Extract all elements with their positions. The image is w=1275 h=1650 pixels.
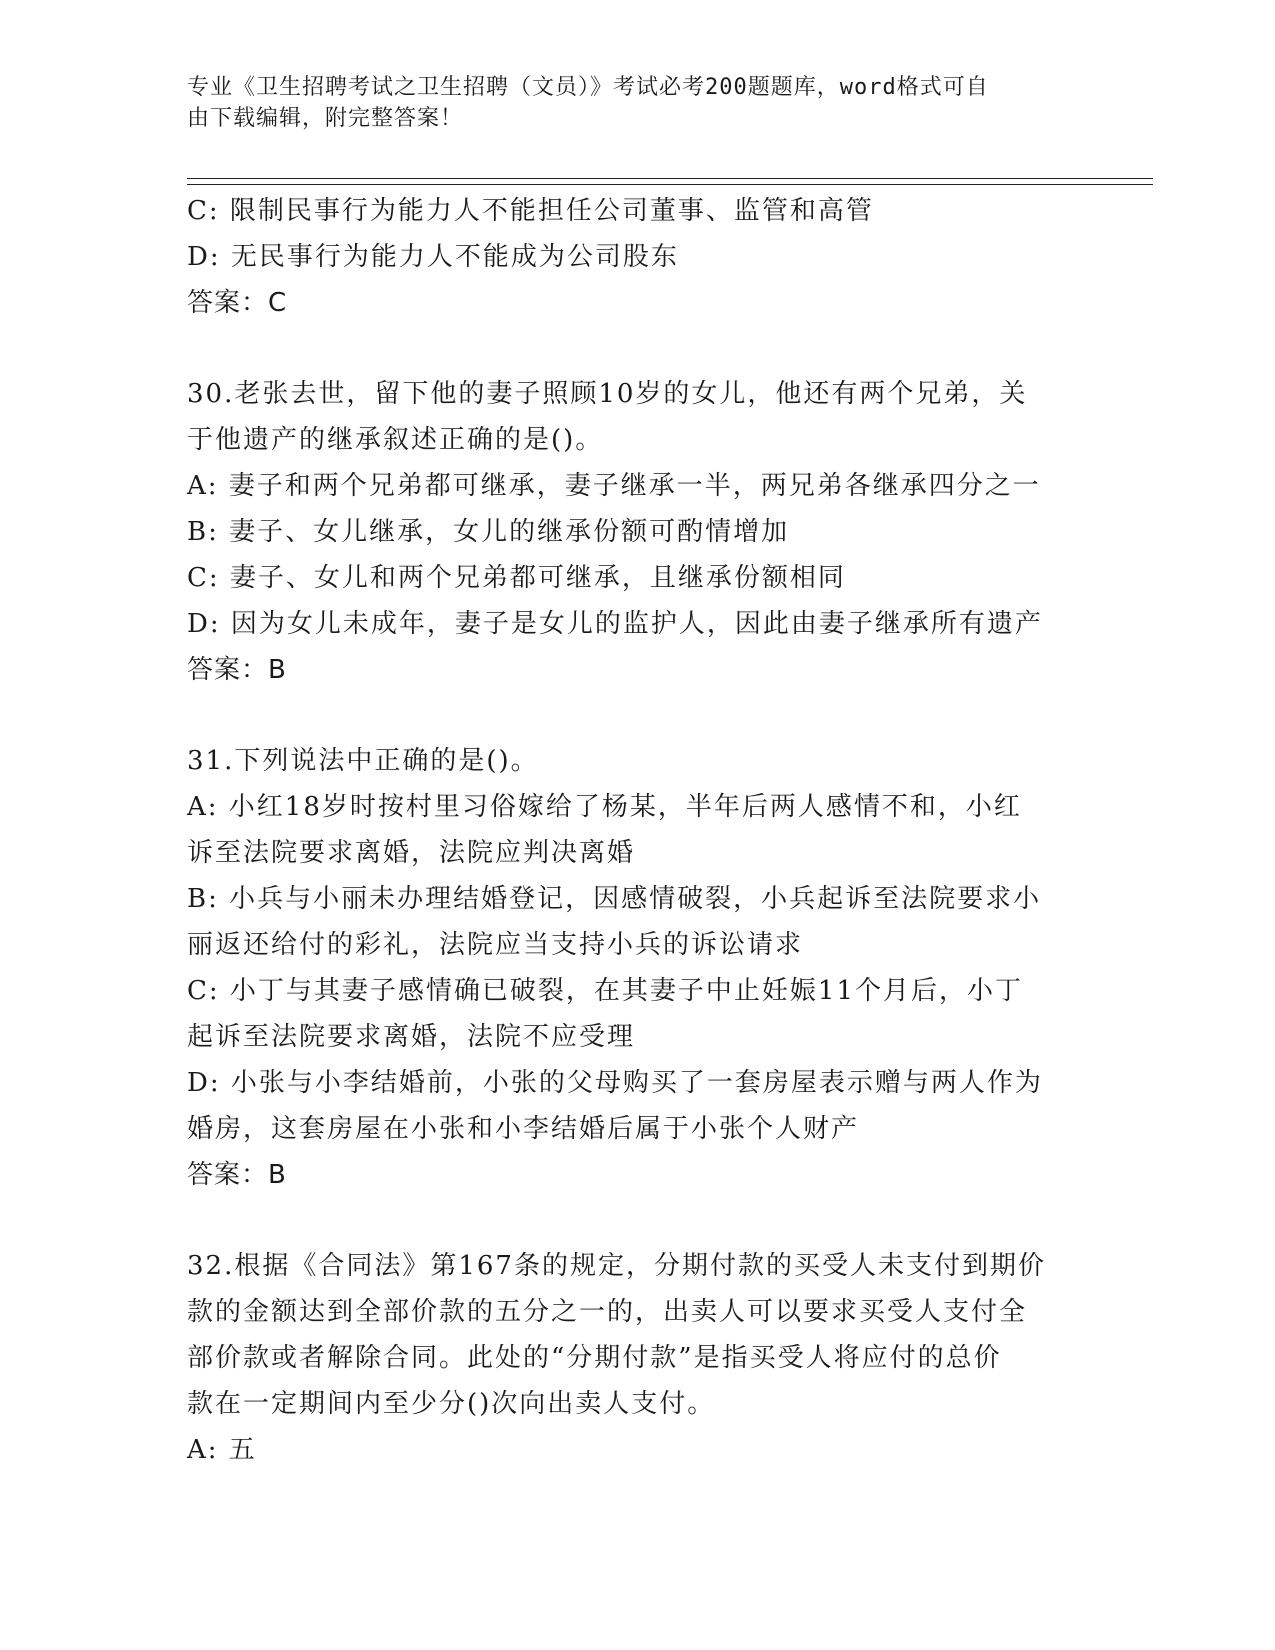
question-stem: 32.根据《合同法》第167条的规定，分期付款的买受人未支付到期价 [187, 1251, 1046, 1281]
option-b-continued: 丽返还给付的彩礼，法院应当支持小兵的诉讼请求 [187, 930, 804, 960]
header-rule-top [187, 178, 1153, 179]
question-block-32 [187, 1243, 1087, 1473]
header-line-2: 由下载编辑，附完整答案！ [187, 106, 464, 131]
header-rule-bottom [187, 184, 1153, 185]
question-block-30 [187, 371, 1087, 693]
spacer [187, 1198, 1087, 1243]
option-d: D: 因为女儿未成年，妻子是女儿的监护人，因此由妻子继承所有遗产 [187, 609, 1043, 639]
question-stem: 于他遗产的继承叙述正确的是()。 [187, 425, 604, 455]
spacer [187, 326, 1087, 371]
option-a: A: 五 [187, 1435, 257, 1465]
option-c: C: 妻子、女儿和两个兄弟都可继承，且继承份额相同 [187, 563, 846, 593]
question-list [187, 188, 1087, 1473]
option-b: B: 妻子、女儿继承，女儿的继承份额可酌情增加 [187, 517, 790, 547]
question-block-31 [187, 738, 1087, 1198]
spacer [187, 693, 1087, 738]
option-b: B: 小兵与小丽未办理结婚登记，因感情破裂，小兵起诉至法院要求小 [187, 884, 1042, 914]
option-c-continued: 起诉至法院要求离婚，法院不应受理 [187, 1022, 636, 1052]
option-a: A: 妻子和两个兄弟都可继承，妻子继承一半，两兄弟各继承四分之一 [187, 471, 1041, 501]
document-header [187, 72, 1067, 134]
option-a-continued: 诉至法院要求离婚，法院应判决离婚 [187, 838, 636, 868]
question-stem: 30.老张去世，留下他的妻子照顾10岁的女儿，他还有两个兄弟，关 [187, 379, 1028, 409]
option-a: A: 小红18岁时按村里习俗嫁给了杨某，半年后两人感情不和，小红 [187, 792, 1022, 822]
answer-label: 答案：B [187, 655, 287, 685]
option-d-continued: 婚房，这套房屋在小张和小李结婚后属于小张个人财产 [187, 1114, 860, 1144]
option-d: D: 无民事行为能力人不能成为公司股东 [187, 242, 679, 272]
question-stem: 款在一定期间内至少分()次向出卖人支付。 [187, 1389, 716, 1419]
option-d: D: 小张与小李结婚前，小张的父母购买了一套房屋表示赠与两人作为 [187, 1068, 1043, 1098]
question-stem: 部价款或者解除合同。此处的“分期付款”是指买受人将应付的总价 [187, 1343, 1002, 1373]
header-line-1: 专业《卫生招聘考试之卫生招聘（文员）》考试必考200题题库，word格式可自 [187, 75, 989, 100]
option-c: C: 限制民事行为能力人不能担任公司董事、监管和高管 [187, 196, 874, 226]
answer-label: 答案：C [187, 288, 288, 318]
question-block-29 [187, 188, 1087, 326]
option-c: C: 小丁与其妻子感情确已破裂，在其妻子中止妊娠11个月后，小丁 [187, 976, 1024, 1006]
question-stem: 31.下列说法中正确的是()。 [187, 746, 539, 776]
answer-label: 答案：B [187, 1160, 287, 1190]
question-stem: 款的金额达到全部价款的五分之一的，出卖人可以要求买受人支付全 [187, 1297, 1028, 1327]
